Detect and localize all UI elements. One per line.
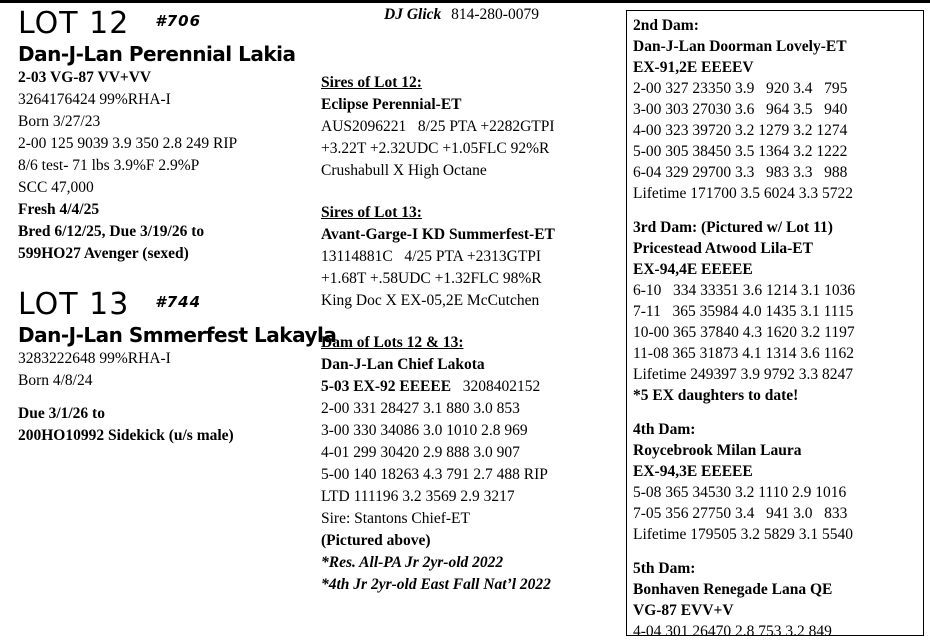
pedigree-record: Lifetime 171700 3.5 6024 3.3 5722 (633, 185, 853, 202)
pedigree-section (633, 419, 923, 545)
pedigree-record: 6-04 329 29700 3.3 983 3.3 988 (633, 164, 848, 181)
lot12-line (18, 177, 336, 199)
pedigree-name: Dan-J-Lan Doorman Lovely-ET (633, 38, 847, 55)
sires13-section (321, 202, 555, 312)
dam-line (321, 376, 555, 398)
sires12-line: +3.22T +2.32UDC +1.05FLC 92%R (321, 140, 550, 157)
lot12-line (18, 199, 336, 221)
sires13-line: +1.68T +.58UDC +1.32FLC 98%R (321, 270, 542, 287)
pedigree-record: 5-00 305 38450 3.5 1364 3.2 1222 (633, 143, 848, 160)
sires13-line: 13114881C 4/25 PTA +2313GTPI (321, 248, 542, 265)
lot12-line (18, 89, 336, 111)
pedigree-record: 3-00 303 27030 3.6 964 3.5 940 (633, 101, 848, 118)
lot13-line (18, 348, 336, 370)
dam-name: Dan-J-Lan Chief Lakota (321, 356, 485, 373)
pedigree-title: 4th Dam: (633, 421, 696, 438)
pedigree-title: 2nd Dam: (633, 17, 699, 34)
sires13-line: King Doc X EX-05,2E McCutchen (321, 292, 540, 309)
lot12-line (18, 155, 336, 177)
dam-line-text: 3-00 330 34086 3.0 1010 2.8 969 (321, 422, 528, 439)
sires12-line: Crushabull X High Octane (321, 162, 487, 179)
sires-dam-column (321, 72, 555, 596)
pedigree-classification: EX-94,3E EEEEE (633, 463, 753, 480)
lot12-line-text: 2-00 125 9039 3.9 350 2.8 249 RIP (18, 135, 238, 152)
lot12-details (18, 67, 336, 265)
lot13-heading-row (18, 285, 336, 322)
contact-phone: 814-280-0079 (451, 6, 539, 23)
lot13-line (18, 370, 336, 392)
contact-name: DJ Glick (384, 6, 442, 23)
dam-line-text: 4-01 299 30420 2.9 888 3.0 907 (321, 444, 520, 461)
pedigree-record: 7-05 356 27750 3.4 941 3.0 833 (633, 505, 848, 522)
dam-line-text: 2-00 331 28427 3.1 880 3.0 853 (321, 400, 520, 417)
pedigree-title: 5th Dam: (633, 560, 696, 577)
lot12-line (18, 243, 336, 265)
lot13-heading: LOT 13 (18, 287, 130, 322)
dam-line (321, 420, 555, 442)
dam-line-text: *4th Jr 2yr-old East Fall Nat’l 2022 (321, 576, 551, 593)
pedigree-classification: VG-87 EVV+V (633, 602, 734, 619)
lots-column (18, 4, 336, 447)
lot12-section (18, 4, 336, 265)
dam-line-text: LTD 111196 3.2 3569 2.9 3217 (321, 488, 515, 505)
pedigree-record: 7-11 365 35984 4.0 1435 3.1 1115 (633, 303, 854, 320)
lot12-line-text: Bred 6/12/25, Due 3/19/26 to (18, 223, 205, 240)
lot13-line-text: 3283222648 99%RHA-I (18, 350, 171, 367)
lot12-line-text: 3264176424 99%RHA-I (18, 91, 171, 108)
dam-line (321, 574, 555, 596)
dam-line (321, 486, 555, 508)
lot13-due-line (18, 425, 336, 447)
lot12-line-text: Born 3/27/23 (18, 113, 101, 130)
dam-details (321, 376, 555, 596)
sires12-line: AUS2096221 8/25 PTA +2282GTPI (321, 118, 555, 135)
lot12-number: #706 (155, 12, 202, 30)
lot12-line (18, 133, 336, 155)
lot13-details (18, 348, 336, 392)
sires12-title: Sires of Lot 12: (321, 74, 422, 91)
pedigree-record: Lifetime 249397 3.9 9792 3.3 8247 (633, 366, 853, 383)
dam-line-text: *Res. All-PA Jr 2yr-old 2022 (321, 554, 504, 571)
lot13-due-line (18, 403, 336, 425)
dam-line (321, 530, 555, 552)
pedigree-box (626, 10, 924, 640)
lot12-heading: LOT 12 (18, 6, 130, 41)
dam-line (321, 442, 555, 464)
dam-line (321, 552, 555, 574)
top-rule (0, 0, 930, 3)
lot13-name: Dan-J-Lan Smmerfest Lakayla (18, 323, 337, 347)
dam-line-text: (Pictured above) (321, 532, 431, 549)
pedigree-note: *5 EX daughters to date! (633, 387, 799, 404)
lot13-section (18, 285, 336, 447)
sires12-details (321, 116, 555, 182)
dam-line-text: 5-03 EX-92 EEEEE (321, 378, 452, 395)
dam-line (321, 508, 555, 530)
sires13-details (321, 246, 555, 312)
pedigree-classification: EX-94,4E EEEEE (633, 261, 753, 278)
lot12-name: Dan-J-Lan Perennial Lakia (18, 42, 296, 66)
pedigree-record: 11-08 365 31873 4.1 1314 3.6 1162 (633, 345, 855, 362)
sires13-name: Avant-Garge-I KD Summerfest-ET (321, 226, 555, 243)
lot12-line-text: 599HO27 Avenger (sexed) (18, 245, 189, 262)
sires13-title: Sires of Lot 13: (321, 204, 422, 221)
lot13-number: #744 (155, 293, 202, 311)
pedigree-record: 5-08 365 34530 3.2 1110 2.9 1016 (633, 484, 847, 501)
pedigree-name: Bonhaven Renegade Lana QE (633, 581, 833, 598)
lot12-heading-row (18, 4, 336, 41)
pedigree-list (633, 15, 923, 642)
dam-line-text: Sire: Stantons Chief-ET (321, 510, 470, 527)
pedigree-record: 4-04 301 26470 2.8 753 3.2 849 (633, 623, 832, 640)
lot12-line-text: 2-03 VG-87 VV+VV (18, 69, 152, 86)
pedigree-name: Pricestead Atwood Lila-ET (633, 240, 813, 257)
lot12-line (18, 111, 336, 133)
lot13-line-text: Born 4/8/24 (18, 372, 93, 389)
dam-line-text: 5-00 140 18263 4.3 791 2.7 488 RIP (321, 466, 548, 483)
lot12-line (18, 67, 336, 89)
dam-line (321, 398, 555, 420)
lot12-line-text: SCC 47,000 (18, 179, 94, 196)
sires12-section (321, 72, 555, 182)
dam-title: Dam of Lots 12 & 13: (321, 334, 464, 351)
dam-section (321, 332, 555, 596)
sires12-name: Eclipse Perennial-ET (321, 96, 462, 113)
lot12-line-text: Fresh 4/4/25 (18, 201, 100, 218)
lot13-due-line-text: Due 3/1/26 to (18, 405, 105, 422)
lot12-line (18, 221, 336, 243)
lot13-due-line-text: 200HO10992 Sidekick (u/s male) (18, 427, 234, 444)
lot12-line-text: 8/6 test- 71 lbs 3.9%F 2.9%P (18, 157, 200, 174)
pedigree-record: 10-00 365 37840 4.3 1620 3.2 1197 (633, 324, 855, 341)
pedigree-section (633, 558, 923, 642)
pedigree-section (633, 15, 923, 204)
pedigree-classification: EX-91,2E EEEEV (633, 59, 754, 76)
pedigree-section (633, 217, 923, 406)
pedigree-title: 3rd Dam: (Pictured w/ Lot 11) (633, 219, 833, 236)
pedigree-record: 2-00 327 23350 3.9 920 3.4 795 (633, 80, 848, 97)
lot13-due-details (18, 403, 336, 447)
dam-line-extra: 3208402152 (451, 378, 541, 395)
pedigree-record: Lifetime 179505 3.2 5829 3.1 5540 (633, 526, 853, 543)
contact-line (384, 6, 539, 24)
pedigree-record: 6-10 334 33351 3.6 1214 3.1 1036 (633, 282, 856, 299)
dam-line (321, 464, 555, 486)
pedigree-record: 4-00 323 39720 3.2 1279 3.2 1274 (633, 122, 848, 139)
pedigree-name: Roycebrook Milan Laura (633, 442, 802, 459)
